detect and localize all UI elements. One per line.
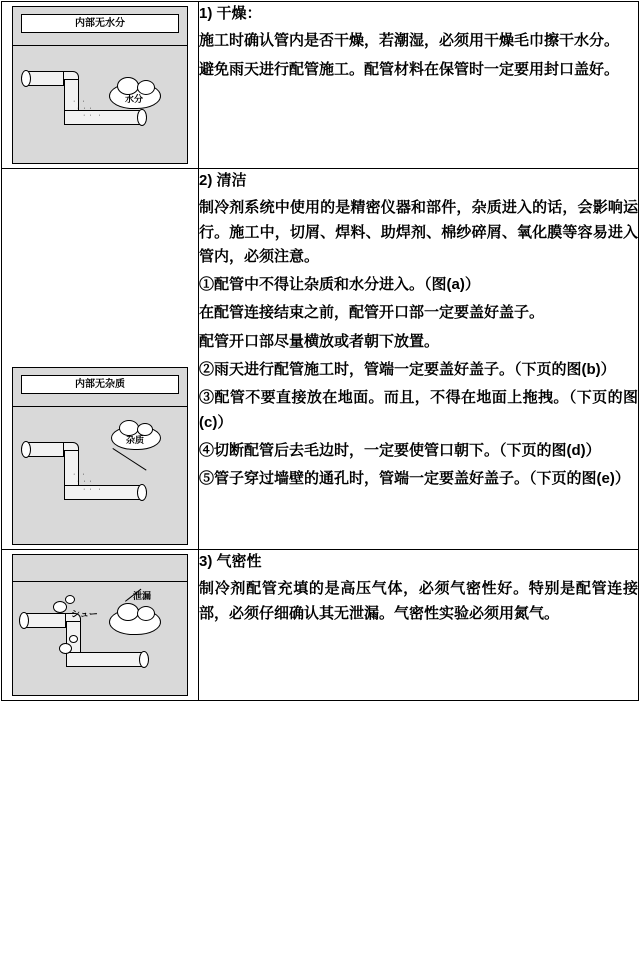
figure-caption-dry: 内部无水分	[21, 14, 179, 33]
figure-label-shu: シュー	[71, 609, 98, 619]
figure-cell-clean	[2, 169, 199, 550]
section-2-para-2: ①配管中不得让杂质和水分进入。（图(a)）	[199, 276, 480, 294]
section-1-para-2: 避免雨天进行配管施工。配管材料在保管时一定要用封口盖好。	[199, 60, 620, 78]
section-2-para-6: ③配管不要直接放在地面。而且，不得在地面上拖拽。（下页的图(c)）	[199, 389, 638, 431]
figure-label-moisture: 水分	[125, 94, 144, 104]
figure-label-impurity: 杂质	[126, 435, 145, 445]
figure-cell-airtight	[2, 550, 199, 701]
dry-pipe-illustration: 内部无水分 水分 · · · · · · · ·	[12, 6, 188, 164]
table-row	[2, 550, 639, 701]
section-1-para-1: 施工时确认管内是否干燥，若潮湿，必须用干燥毛巾擦干水分。	[199, 32, 620, 50]
document-page	[0, 1, 640, 965]
section-2-para-1: 制冷剂系统中使用的是精密仪器和部件，杂质进入的话，会影响运行。施工中，切屑、焊料、助焊剂、棉纱碎屑、氧化膜等容易进入管内，必须注意。	[199, 199, 638, 265]
text-cell-dry	[199, 2, 639, 169]
table-row	[2, 169, 639, 550]
section-2-para-3: 在配管连接结束之前，配管开口部一定要盖好盖子。	[199, 304, 545, 322]
figure-cell-dry	[2, 2, 199, 169]
figure-label-leak: 泄漏	[133, 591, 152, 601]
text-cell-clean	[199, 169, 639, 550]
instructions-table	[1, 1, 639, 701]
section-2-para-8: ⑤管子穿过墙壁的通孔时，管端一定要盖好盖子。（下页的图(e)）	[199, 470, 630, 488]
table-row	[2, 2, 639, 169]
section-3-para-1: 制冷剂配管充填的是高压气体，必须气密性好。特别是配管连接部，必须仔细确认其无泄漏。气密性实验必须用氮气。	[199, 580, 638, 622]
section-title-2: 2) 清洁	[199, 172, 247, 189]
section-2-para-4: 配管开口部尽量横放或者朝下放置。	[199, 332, 440, 350]
figure-caption-clean: 内部无杂质	[21, 375, 179, 394]
section-title-3: 3) 气密性	[199, 553, 262, 570]
clean-pipe-illustration: 内部无杂质 杂质 · · · · · · · ·	[12, 367, 188, 545]
section-title-1: 1) 干燥：	[199, 5, 262, 22]
text-cell-airtight	[199, 550, 639, 701]
section-2-para-5: ②雨天进行配管施工时，管端一定要盖好盖子。（下页的图(b)）	[199, 361, 616, 379]
section-2-para-7: ④切断配管后去毛边时，一定要使管口朝下。（下页的图(d)）	[199, 441, 601, 459]
airtight-pipe-illustration	[12, 554, 188, 696]
